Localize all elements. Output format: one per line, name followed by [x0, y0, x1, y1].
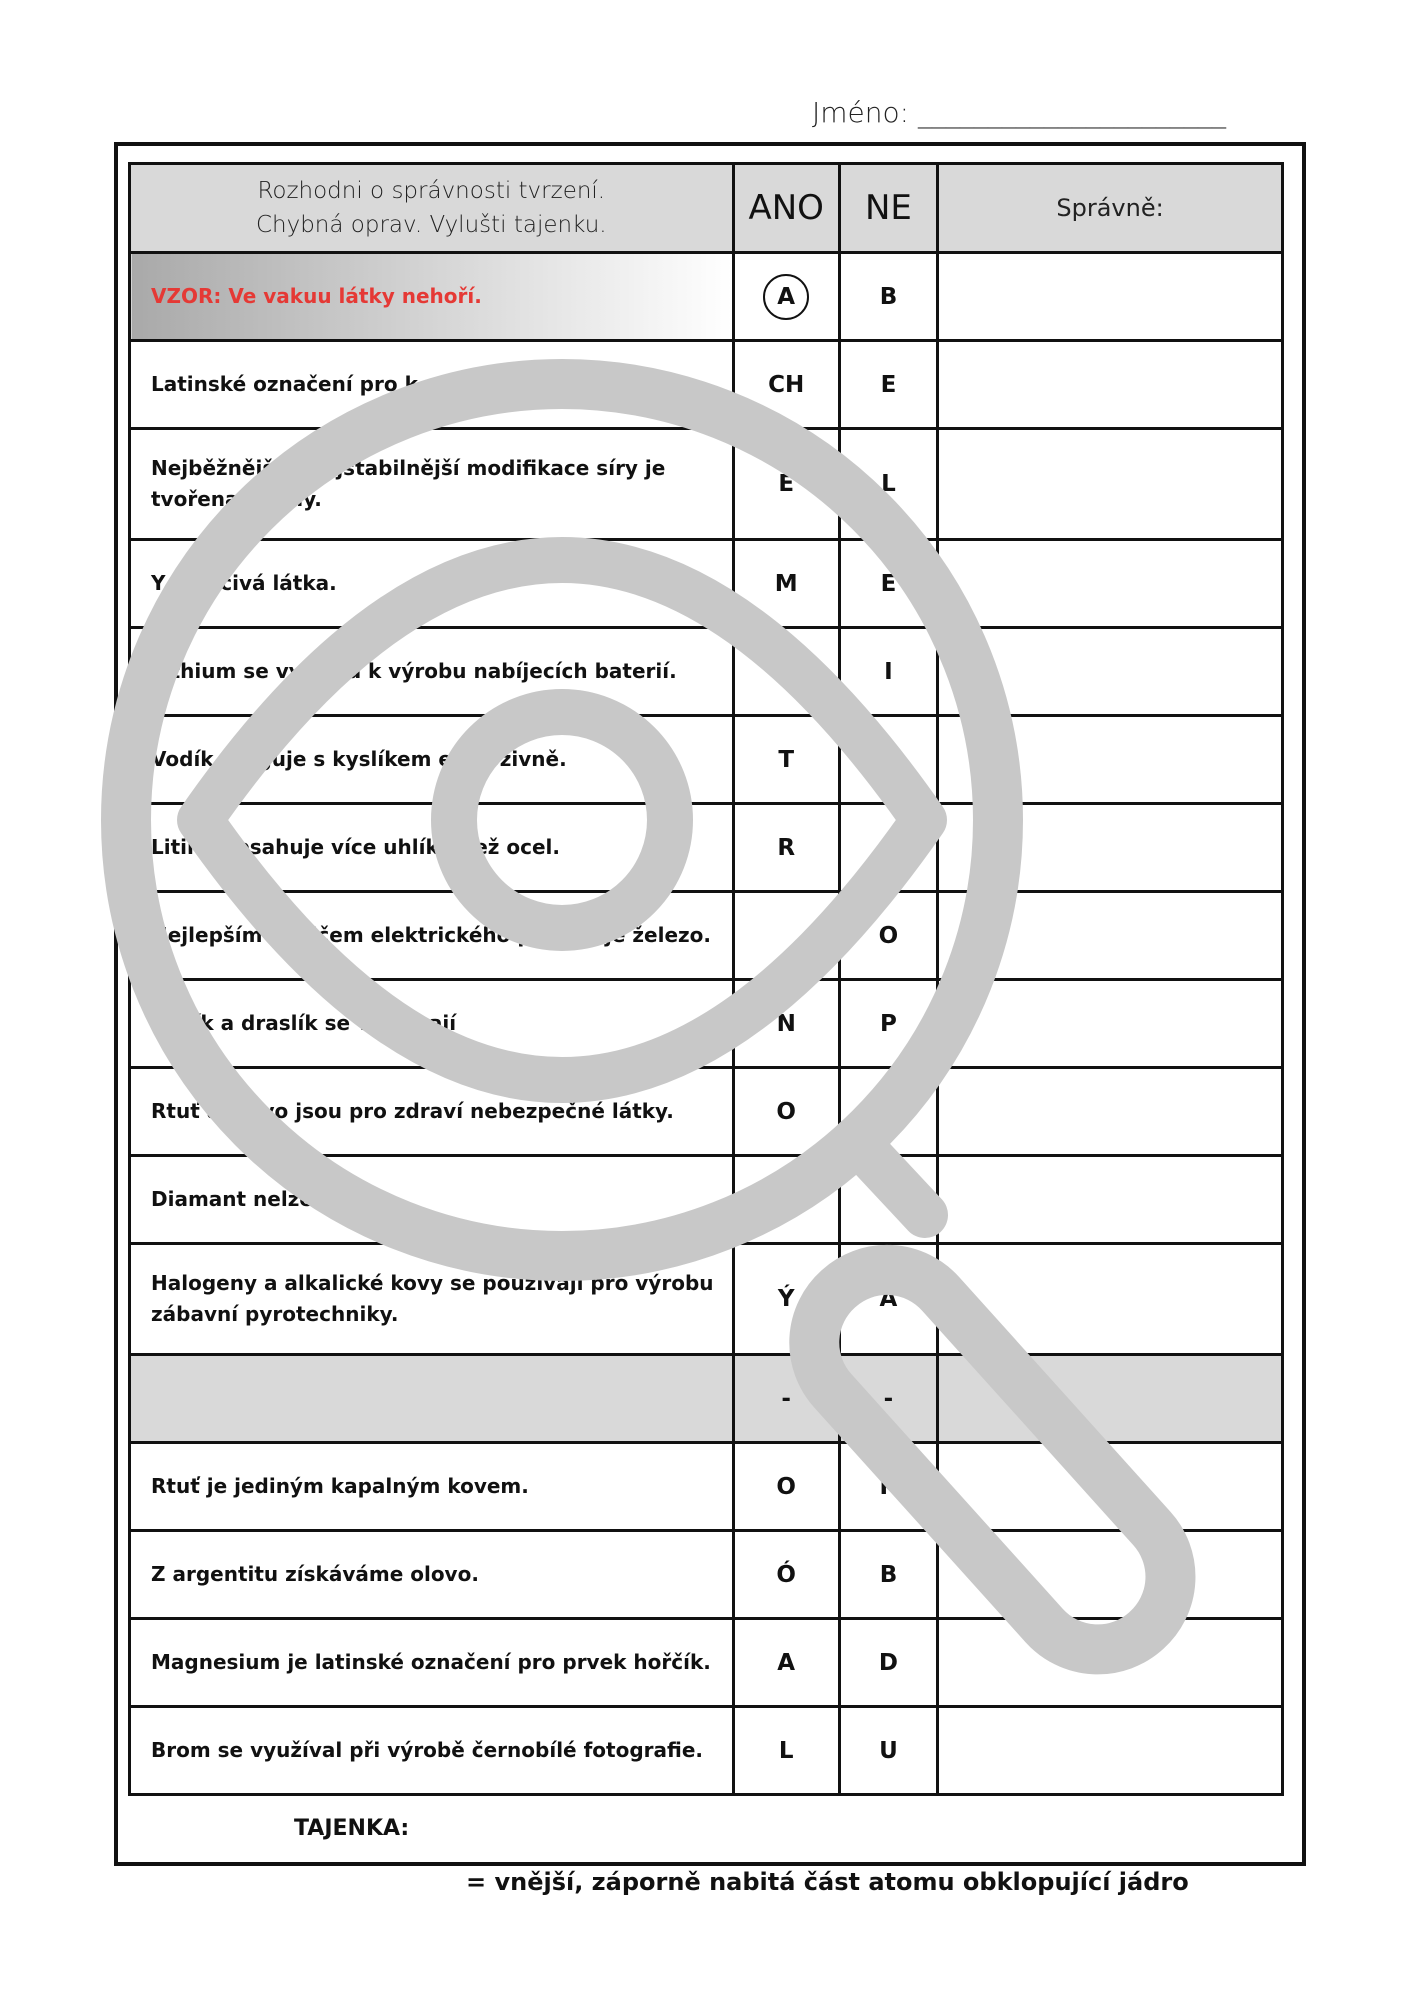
- statement-cell: Halogeny a alkalické kovy se používají pro výrobu zábavní pyrotechniky.: [130, 1244, 734, 1355]
- correction-cell[interactable]: [938, 716, 1283, 804]
- answer-no-letter[interactable]: E: [839, 341, 937, 429]
- instruction-cell: [130, 164, 734, 253]
- instruction-line-1: Rozhodni o správnosti tvrzení.: [257, 178, 606, 204]
- correction-cell[interactable]: [938, 628, 1283, 716]
- table-row: [130, 1068, 1283, 1156]
- answer-no-letter[interactable]: C: [839, 716, 937, 804]
- table-row: [130, 892, 1283, 980]
- correction-cell[interactable]: [938, 1355, 1283, 1443]
- answer-no-letter[interactable]: A: [839, 1244, 937, 1355]
- table-row: [130, 429, 1283, 540]
- answer-yes-letter[interactable]: Ý: [733, 1244, 839, 1355]
- answer-yes-letter[interactable]: Ó: [733, 1531, 839, 1619]
- statement-cell: Z argentitu získáváme olovo.: [130, 1531, 734, 1619]
- instruction-line-2: Chybná oprav. Vylušti tajenku.: [255, 212, 607, 238]
- correction-cell[interactable]: [938, 1531, 1283, 1619]
- statement-rows: [130, 341, 1283, 1795]
- table-row: [130, 1619, 1283, 1707]
- table-row: [130, 341, 1283, 429]
- example-no-cell: B: [839, 253, 937, 341]
- tajenka-label: TAJENKA:: [294, 1816, 410, 1841]
- answer-yes-letter[interactable]: [733, 628, 839, 716]
- answer-yes-letter[interactable]: -: [733, 1355, 839, 1443]
- answer-no-letter[interactable]: [839, 1156, 937, 1244]
- correction-cell[interactable]: [938, 892, 1283, 980]
- table-row: [130, 804, 1283, 892]
- answer-yes-letter[interactable]: M: [733, 540, 839, 628]
- correction-cell[interactable]: [938, 1619, 1283, 1707]
- statement-cell: Diamant nelze: [130, 1156, 734, 1244]
- statement-cell: Brom se využíval při výrobě černobílé fotografie.: [130, 1707, 734, 1795]
- correction-cell[interactable]: [938, 1244, 1283, 1355]
- answer-yes-letter[interactable]: T: [733, 716, 839, 804]
- statement-cell: Rtuť je jediným kapalným kovem.: [130, 1443, 734, 1531]
- statement-cell: Vodík reaguje s kyslíkem explozivně.: [130, 716, 734, 804]
- column-header-yes: ANO: [733, 164, 839, 253]
- statement-cell: [130, 1355, 734, 1443]
- statement-cell: Litina obsahuje více uhlíku než ocel.: [130, 804, 734, 892]
- correction-cell[interactable]: [938, 1156, 1283, 1244]
- answer-yes-letter[interactable]: [733, 892, 839, 980]
- answer-no-letter[interactable]: O: [839, 892, 937, 980]
- correction-cell[interactable]: [938, 341, 1283, 429]
- table-row: [130, 1244, 1283, 1355]
- table-row: [130, 1531, 1283, 1619]
- example-yes-cell: [733, 253, 839, 341]
- statement-cell: Nejlepším vodičem elektrického proudu je železo.: [130, 892, 734, 980]
- table-header-row: [130, 164, 1283, 253]
- table-row: [130, 1156, 1283, 1244]
- correction-cell[interactable]: [938, 980, 1283, 1068]
- table-row: [130, 628, 1283, 716]
- column-header-no: NE: [839, 164, 937, 253]
- correction-cell[interactable]: [938, 1068, 1283, 1156]
- table-row: [130, 980, 1283, 1068]
- statement-cell: Rtuť a olovo jsou pro zdraví nebezpečné látky.: [130, 1068, 734, 1156]
- answer-no-letter[interactable]: P: [839, 980, 937, 1068]
- statement-cell: Magnesium je latinské označení pro prvek hořčík.: [130, 1619, 734, 1707]
- statement-cell: Latinské označení pro k: [130, 341, 734, 429]
- correction-cell[interactable]: [938, 540, 1283, 628]
- table-row: [130, 1707, 1283, 1795]
- example-statement: VZOR: Ve vakuu látky nehoří.: [130, 253, 734, 341]
- table-row: [130, 540, 1283, 628]
- answer-yes-letter[interactable]: L: [733, 1707, 839, 1795]
- column-header-correct: Správně:: [938, 164, 1283, 253]
- circled-answer: A: [763, 274, 809, 320]
- answer-no-letter[interactable]: I: [839, 628, 937, 716]
- correction-cell[interactable]: [938, 253, 1283, 341]
- statement-cell: Lithium se využívá k výrobu nabíjecích baterií.: [130, 628, 734, 716]
- answer-no-letter[interactable]: E: [839, 540, 937, 628]
- correction-cell[interactable]: [938, 429, 1283, 540]
- answer-yes-letter[interactable]: CH: [733, 341, 839, 429]
- answer-no-letter[interactable]: K: [839, 1443, 937, 1531]
- answer-yes-letter[interactable]: R: [733, 804, 839, 892]
- answer-no-letter[interactable]: [839, 804, 937, 892]
- answer-no-letter[interactable]: D: [839, 1619, 937, 1707]
- tajenka-definition: = vnější, záporně nabitá část atomu obklopující jádro: [466, 1868, 1189, 1896]
- statement-cell: Y je léčivá látka.: [130, 540, 734, 628]
- table-row: [130, 1355, 1283, 1443]
- name-field-label: Jméno: ______________________: [812, 96, 1226, 129]
- correction-cell[interactable]: [938, 1707, 1283, 1795]
- statement-cell: Nejběžnější a nejstabilnější modifikace síry je tvořena atomy.: [130, 429, 734, 540]
- example-row: [130, 253, 1283, 341]
- answer-no-letter[interactable]: L: [839, 429, 937, 540]
- table-row: [130, 1443, 1283, 1531]
- answer-no-letter[interactable]: B: [839, 1531, 937, 1619]
- quiz-table: [128, 162, 1284, 1796]
- table-row: [130, 716, 1283, 804]
- answer-no-letter[interactable]: -: [839, 1355, 937, 1443]
- answer-no-letter[interactable]: [839, 1068, 937, 1156]
- correction-cell[interactable]: [938, 1443, 1283, 1531]
- answer-yes-letter[interactable]: A: [733, 1619, 839, 1707]
- answer-yes-letter[interactable]: E: [733, 429, 839, 540]
- statement-cell: Sodík a draslík se využívají: [130, 980, 734, 1068]
- correction-cell[interactable]: [938, 804, 1283, 892]
- answer-yes-letter[interactable]: O: [733, 1443, 839, 1531]
- answer-yes-letter[interactable]: O: [733, 1068, 839, 1156]
- answer-yes-letter[interactable]: N: [733, 980, 839, 1068]
- answer-no-letter[interactable]: U: [839, 1707, 937, 1795]
- answer-yes-letter[interactable]: [733, 1156, 839, 1244]
